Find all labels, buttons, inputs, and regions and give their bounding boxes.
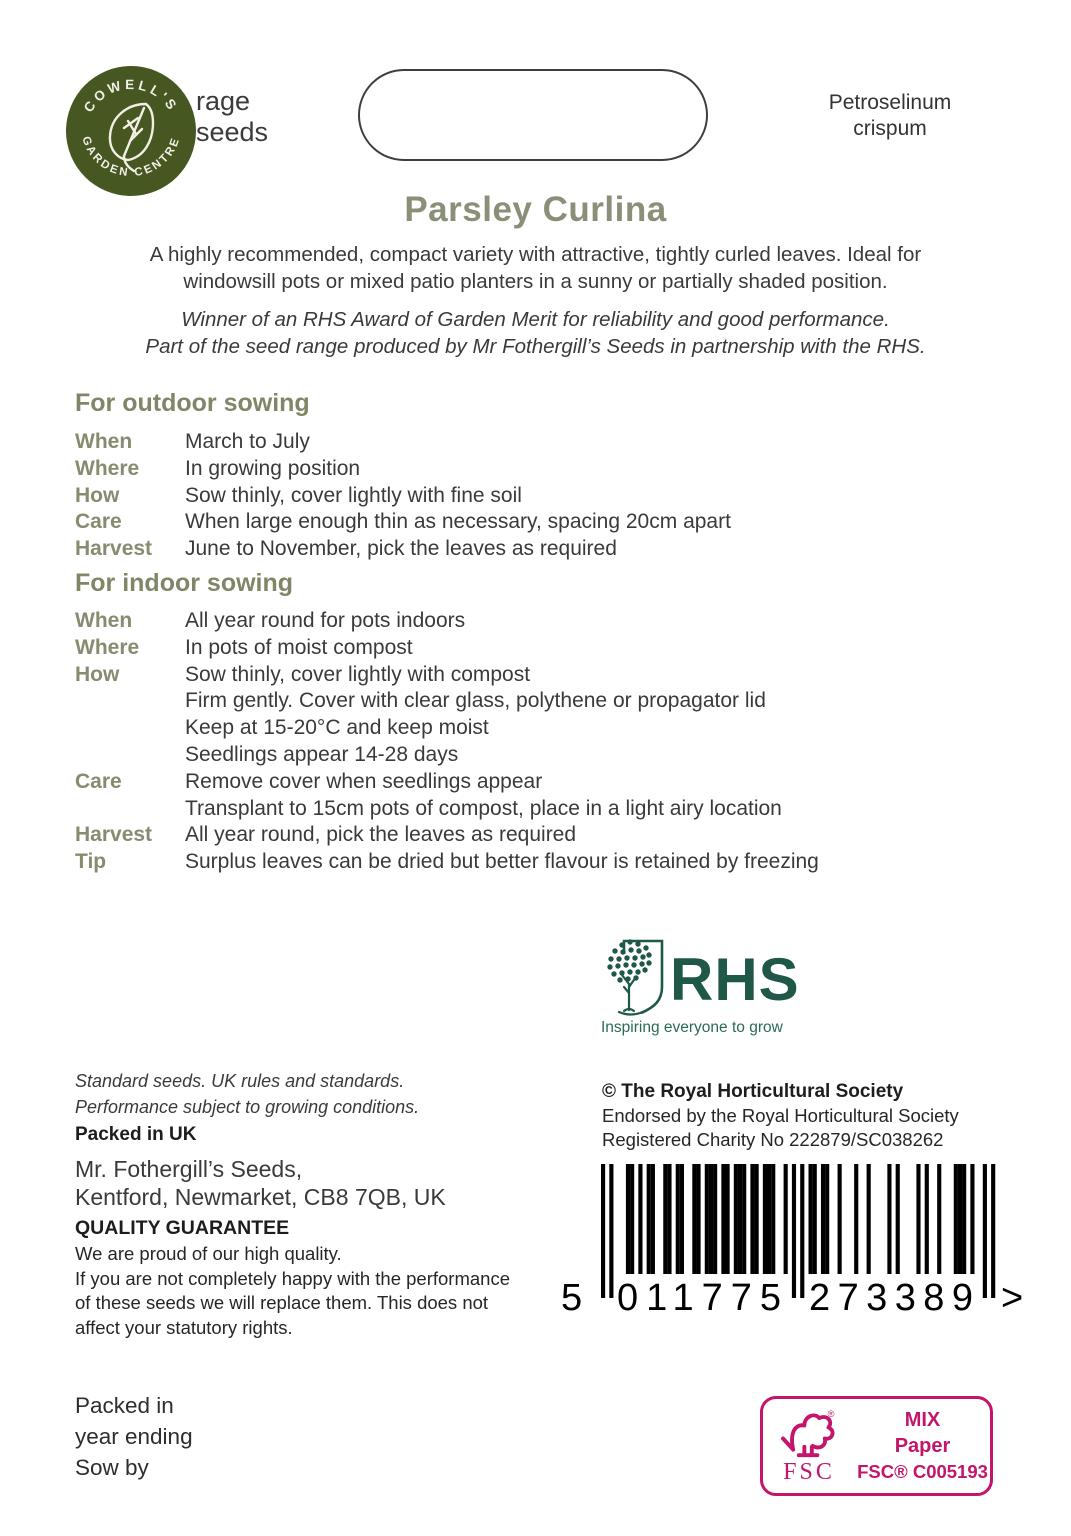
rhs-wordmark: RHS: [670, 946, 800, 1013]
rhs-charity-number: Registered Charity No 222879/SC038262: [602, 1129, 944, 1150]
row-label: [75, 742, 185, 769]
address-line1: Mr. Fothergill’s Seeds,: [75, 1156, 303, 1182]
svg-text:COWELL'S: COWELL'S: [80, 76, 182, 116]
row-value: Keep at 15-20°C and keep moist: [185, 716, 489, 740]
fsc-label: [760, 1396, 993, 1496]
row-label: Harvest: [75, 823, 153, 847]
quality-guarantee-line: If you are not completely happy with the performance: [75, 1267, 510, 1289]
packing-date-line: Packed in: [75, 1393, 174, 1418]
fsc-mix-label: MIX: [904, 1409, 941, 1431]
row-value: When large enough thin as necessary, spacing 20cm apart: [185, 510, 731, 534]
barcode-digits-left: 011775: [617, 1277, 781, 1314]
packing-date-line: Sow by: [75, 1455, 149, 1480]
table-row: [75, 796, 955, 823]
quality-guarantee-line: affect your statutory rights.: [75, 1316, 293, 1338]
rhs-legal-block: [602, 1080, 959, 1152]
rhs-tagline: Inspiring everyone to grow: [601, 1019, 783, 1036]
quality-guarantee-heading: QUALITY GUARANTEE: [75, 1217, 290, 1239]
table-row: [75, 635, 955, 662]
row-value: Sow thinly, cover lightly with fine soil: [185, 483, 522, 507]
fsc-license-code: FSC® C005193: [857, 1461, 988, 1482]
award-paragraph: [0, 306, 1071, 360]
rhs-shield-tree-icon: [598, 930, 808, 1016]
page-title: Parsley Curlina: [404, 190, 667, 229]
outdoor-sowing-table: [75, 429, 935, 563]
barcode-digit-first: 5: [561, 1277, 583, 1314]
average-fragment-line1: rage: [196, 86, 251, 116]
table-row: [75, 742, 955, 769]
table-row: [75, 483, 935, 510]
quality-guarantee: [75, 1217, 555, 1340]
quality-guarantee-line: of these seeds we will replace them. This does not: [75, 1292, 489, 1313]
row-value: June to November, pick the leaves as required: [185, 537, 617, 561]
fsc-paper-label: Paper: [894, 1435, 951, 1457]
award-line: Part of the seed range produced by Mr Fothergill’s Seeds in partnership with the RHS.: [145, 335, 926, 358]
svg-text:GARDEN CENTRE: GARDEN CENTRE: [79, 134, 183, 180]
outdoor-sowing-heading: For outdoor sowing: [75, 389, 310, 417]
row-label: [75, 715, 185, 742]
row-label: When: [75, 609, 133, 632]
table-row: [75, 429, 935, 456]
row-value: Firm gently. Cover with clear glass, polythene or propagator lid: [185, 689, 766, 713]
standards-line1: Standard seeds. UK rules and standards.: [75, 1071, 405, 1091]
row-value: Transplant to 15cm pots of compost, place in a light airy location: [185, 796, 782, 820]
cowells-garden-centre-logo: [66, 66, 196, 196]
address-line2: Kentford, Newmarket, CB8 7QB, UK: [75, 1184, 446, 1210]
latin-name-line1: Petroselinum: [828, 91, 952, 114]
row-label: Where: [75, 635, 140, 659]
row-value: All year round for pots indoors: [185, 609, 466, 632]
table-row: [75, 715, 955, 742]
company-address: [75, 1155, 446, 1211]
average-fragment-line2: seeds: [196, 117, 269, 147]
row-value: In growing position: [185, 456, 361, 480]
table-row: [75, 456, 935, 483]
latin-name: [762, 90, 1018, 142]
table-row: [75, 536, 935, 563]
row-value: Sow thinly, cover lightly with compost: [185, 662, 531, 686]
row-value: All year round, pick the leaves as required: [185, 823, 577, 847]
table-row: [75, 662, 955, 689]
fsc-logo-pane: [763, 1399, 855, 1493]
price-sticker-oval: [358, 69, 708, 161]
cowells-logo-icon: [66, 66, 196, 196]
barcode-suffix: >: [1001, 1277, 1024, 1314]
latin-name-line2: crispum: [853, 117, 927, 140]
ean13-barcode-icon: [555, 1160, 1025, 1314]
intro-line: windowsill pots or mixed patio planters in a sunny or partially shaded position.: [183, 270, 888, 293]
intro-line: A highly recommended, compact variety with attractive, tightly curled leaves. Ideal for: [149, 243, 922, 266]
fsc-tree-check-icon: [777, 1406, 841, 1458]
row-label: When: [75, 430, 133, 453]
indoor-sowing-heading: For indoor sowing: [75, 569, 294, 597]
fsc-wordmark: FSC: [783, 1459, 835, 1485]
rhs-endorsed: Endorsed by the Royal Horticultural Society: [602, 1105, 959, 1126]
row-label: How: [75, 662, 120, 686]
row-value: In pots of moist compost: [185, 635, 413, 659]
rhs-copyright: © The Royal Horticultural Society: [602, 1081, 904, 1102]
row-label: Tip: [75, 850, 107, 874]
row-label: Harvest: [75, 537, 153, 561]
table-row: [75, 688, 955, 715]
packed-in-uk: Packed in UK: [75, 1124, 197, 1145]
average-contents-fragment: [196, 86, 268, 148]
indoor-sowing-table: [75, 608, 955, 876]
barcode-digits-right: 273389: [809, 1277, 973, 1314]
fsc-text-pane: [855, 1399, 990, 1493]
rhs-logo: [598, 930, 808, 1016]
quality-guarantee-body: [75, 1242, 555, 1340]
row-label: Care: [75, 510, 122, 534]
table-row: [75, 509, 935, 536]
intro-paragraph: [0, 241, 1071, 295]
quality-guarantee-line: We are proud of our high quality.: [75, 1243, 342, 1264]
table-row: [75, 849, 955, 876]
row-value: March to July: [185, 430, 310, 453]
row-value: Seedlings appear 14-28 days: [185, 742, 459, 766]
table-row: [75, 769, 955, 796]
standards-line2: Performance subject to growing conditions.: [75, 1097, 420, 1117]
packing-date-line: year ending: [75, 1424, 193, 1449]
row-value: Surplus leaves can be dried but better flavour is retained by freezing: [185, 850, 819, 874]
barcode: [555, 1160, 1025, 1319]
row-label: Where: [75, 456, 140, 480]
award-line: Winner of an RHS Award of Garden Merit for reliability and good performance.: [181, 308, 890, 331]
table-row: [75, 822, 955, 849]
row-label: [75, 796, 185, 823]
row-value: Remove cover when seedlings appear: [185, 769, 543, 793]
table-row: [75, 608, 955, 635]
row-label: [75, 688, 185, 715]
packing-date-labels: [75, 1390, 193, 1483]
row-label: How: [75, 483, 120, 507]
row-label: Care: [75, 769, 122, 793]
fsc-registered-mark: ®: [827, 1409, 835, 1420]
seed-standards-block: [75, 1068, 419, 1148]
